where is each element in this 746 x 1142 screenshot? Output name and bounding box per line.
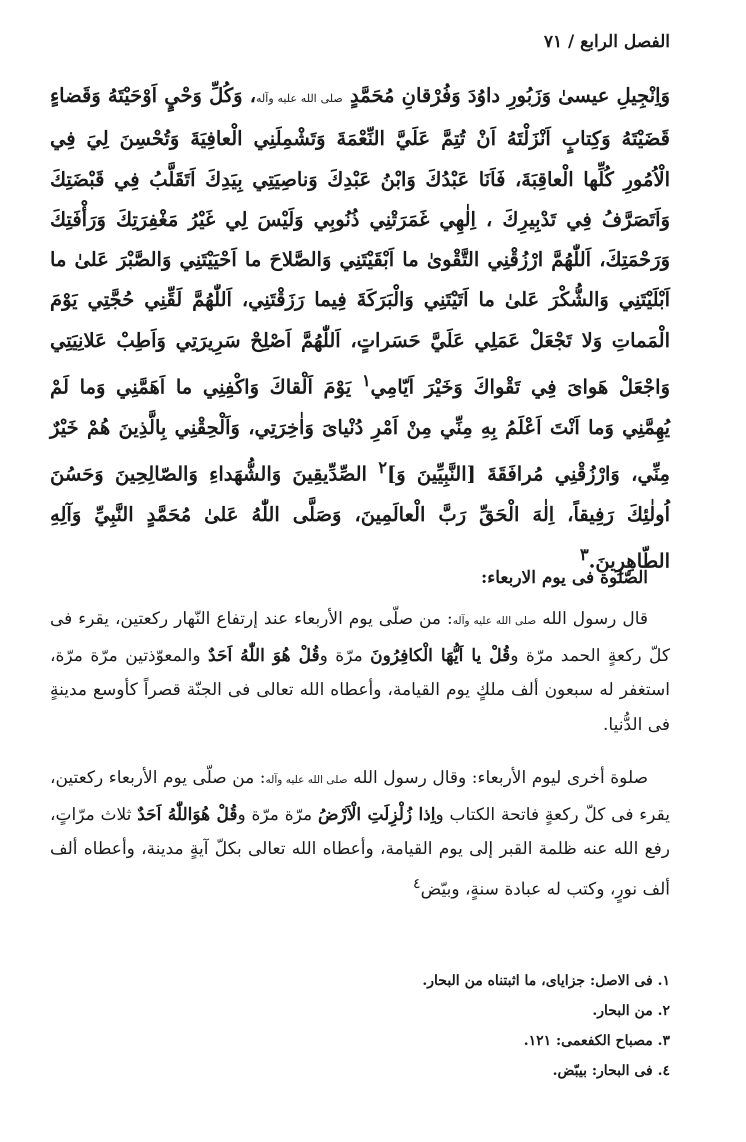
- footnote-item: ٤. فى البحار: بيبّض.: [552, 1063, 670, 1079]
- paragraph-text: والمعوّذتين مرّة مرّة، استغفر له سبعون ألف ملكٍ يوم القيامة، وأعطاه الله تعالى فى الجنّة قصراً كأوسع مدينةٍ فى الدُّنيا.: [50, 645, 670, 735]
- paragraph-text: مرّة مرّة و: [237, 804, 318, 825]
- running-head: الفصل الرابع / ٧١: [543, 32, 670, 52]
- paragraph-lead: صلوة أخرى ليوم الأربعاء: وقال رسول الله: [353, 768, 649, 788]
- prayer-part-3: يَوْمَ اَلْقاكَ وَاكْفِنِي ما اَهَمَّنِي وَما لَمْ يُهِمَّنِي وَما اَنْتَ اَعْلَمُ بِهِ مِنِّي مِنْ اَمْرِ دُنْياىَ وَاٰخِرَتِي، وَاَلْحِقْنِي بِالَّذِينَ هُمْ خَيْرٌ مِنِّي، وَارْزُقْنِي مُرافَقَةَ [النَّبِيِّينَ وَ]: [50, 375, 670, 486]
- honorific: صلى الله عليه وآله: [265, 774, 348, 786]
- paragraph-lead: قال رسول الله: [542, 609, 649, 629]
- surah-name: قُلْ هُوَاللّٰهُ اَحَدٌ: [137, 804, 238, 825]
- paragraph-text: : من صلّى يوم الأربعاء ركعتين، يقرء فى كلّ ركعةٍ فاتحة الكتاب و: [50, 768, 670, 825]
- honorific: صلى الله عليه وآله: [452, 615, 537, 627]
- paragraph-wednesday-2: [50, 761, 670, 907]
- paragraph-text: مرّة و: [319, 645, 371, 666]
- paragraph-text: : من صلّى يوم الأربعاء عند إرتفاع النّهار ركعتين، يقرء فى كلّ ركعةٍ الحمد مرّة و: [50, 609, 670, 666]
- paragraph-wednesday-1: [50, 602, 670, 742]
- surah-name: قُلْ يا اَيُّهَا الْكافِرُونَ: [370, 645, 511, 666]
- prayer-part-2: ، وَكُلِّ وَحْيٍ اَوْحَيْتَهُ وَقَضاءٍ قَضَيْتَهُ وَكِتابٍ اَنْزَلْتَهُ اَنْ تُتِمَّ عَلَيَّ النِّعْمَةَ وَتَشْمِلَنِي الْعافِيَةَ وَتُحْسِنَ لِيَ فِي الْاُمُورِ كُلِّها الْعاقِبَةَ، فَاَنَا عَبْدُكَ وَابْنُ عَبْدِكَ وَناصِيَتِي بِيَدِكَ اَتَقَلَّبُ فِي قَبْضَتِكَ وَاَتَصَرَّفُ فِي تَدْبِيرِكَ ، اِلٰهِي غَمَرَتْنِي ذُنُوبِي وَلَيْسَ لِي غَيْرُ مَغْفِرَتِكَ وَرَأْفَتِكَ وَرَحْمَتِكَ، اَللّٰهُمَّ ارْزُقْنِي التَّقْوىٰ ما اَبْقَيْتَنِي وَالصَّلاحَ ما اَحْيَيْتَنِي وَالصَّبْرَ عَلىٰ ما اَبْلَيْتَنِي وَالشُّكْرَ عَلىٰ ما اَتَيْتَنِي وَالْبَرَكَةَ فِيما رَزَقْتَنِي، اَللّٰهُمَّ لَقِّنِي حُجَّتِي يَوْمَ الْمَماتِ وَلا تَجْعَلْ عَمَلِي عَلَيَّ حَسَراتٍ، اَللّٰهُمَّ اَصْلِحْ سَرِيرَتِي وَاَطِبْ عَلانِيَتِي وَاجْعَلْ هَواىَ فِي تَقْواكَ وَخَيْرَ اَيّامِي: [50, 84, 670, 399]
- prayer-part-4: الصِّدِّيقِينَ وَالشُّهَداءِ وَالصّالِحِينَ وَحَسُنَ اُولٰئِكَ رَفِيقاً، اِلٰهَ الْحَقِّ رَبَّ الْعالَمِينَ، وَصَلَّى اللّٰهُ عَلىٰ مُحَمَّدٍ النَّبِيِّ وَآلِهِ الطّاهِرِينَ.: [50, 462, 670, 573]
- footnote-item: ٢. من البحار.: [592, 1003, 670, 1019]
- surah-name: قُلْ هُوَ اللّٰهُ اَحَدٌ: [208, 645, 320, 666]
- footnote-marker-4: ٤: [413, 875, 421, 892]
- footnote-item: ١. فى الاصل: جزاياى، ما اثبتناه من البحار.: [422, 973, 670, 989]
- footnote-marker-1: ١: [361, 371, 371, 391]
- footnotes: [250, 966, 670, 1086]
- prayer-part-1: وَاِنْجِيلِ عيسىٰ وَزَبُورِ داوُدَ وَفُرْقانِ مُحَمَّدٍ: [349, 84, 670, 107]
- footnote-marker-3: ٣: [579, 545, 589, 565]
- section-title: الصّلوة فى يوم الاربعاء:: [480, 568, 648, 588]
- footnote-marker-2: ٢: [378, 458, 387, 478]
- honorific: صلى الله عليه وآله: [256, 92, 343, 105]
- paragraph-text: ثلاث مرّاتٍ، رفع الله عنه ظلمة القبر إلى يوم القيامة، وأعطاه الله تعالى بكلّ آيةٍ مدينة، وأعطاه ألف ألف نورٍ، وكتب له عبادة سنةٍ، وبيّض: [50, 804, 670, 900]
- footnote-item: ٣. مصباح الكفعمى: ١٢١.: [523, 1033, 670, 1049]
- surah-name: اِذا زُلْزِلَتِ الْاَرْضُ: [317, 804, 436, 825]
- prayer-text: [50, 76, 670, 582]
